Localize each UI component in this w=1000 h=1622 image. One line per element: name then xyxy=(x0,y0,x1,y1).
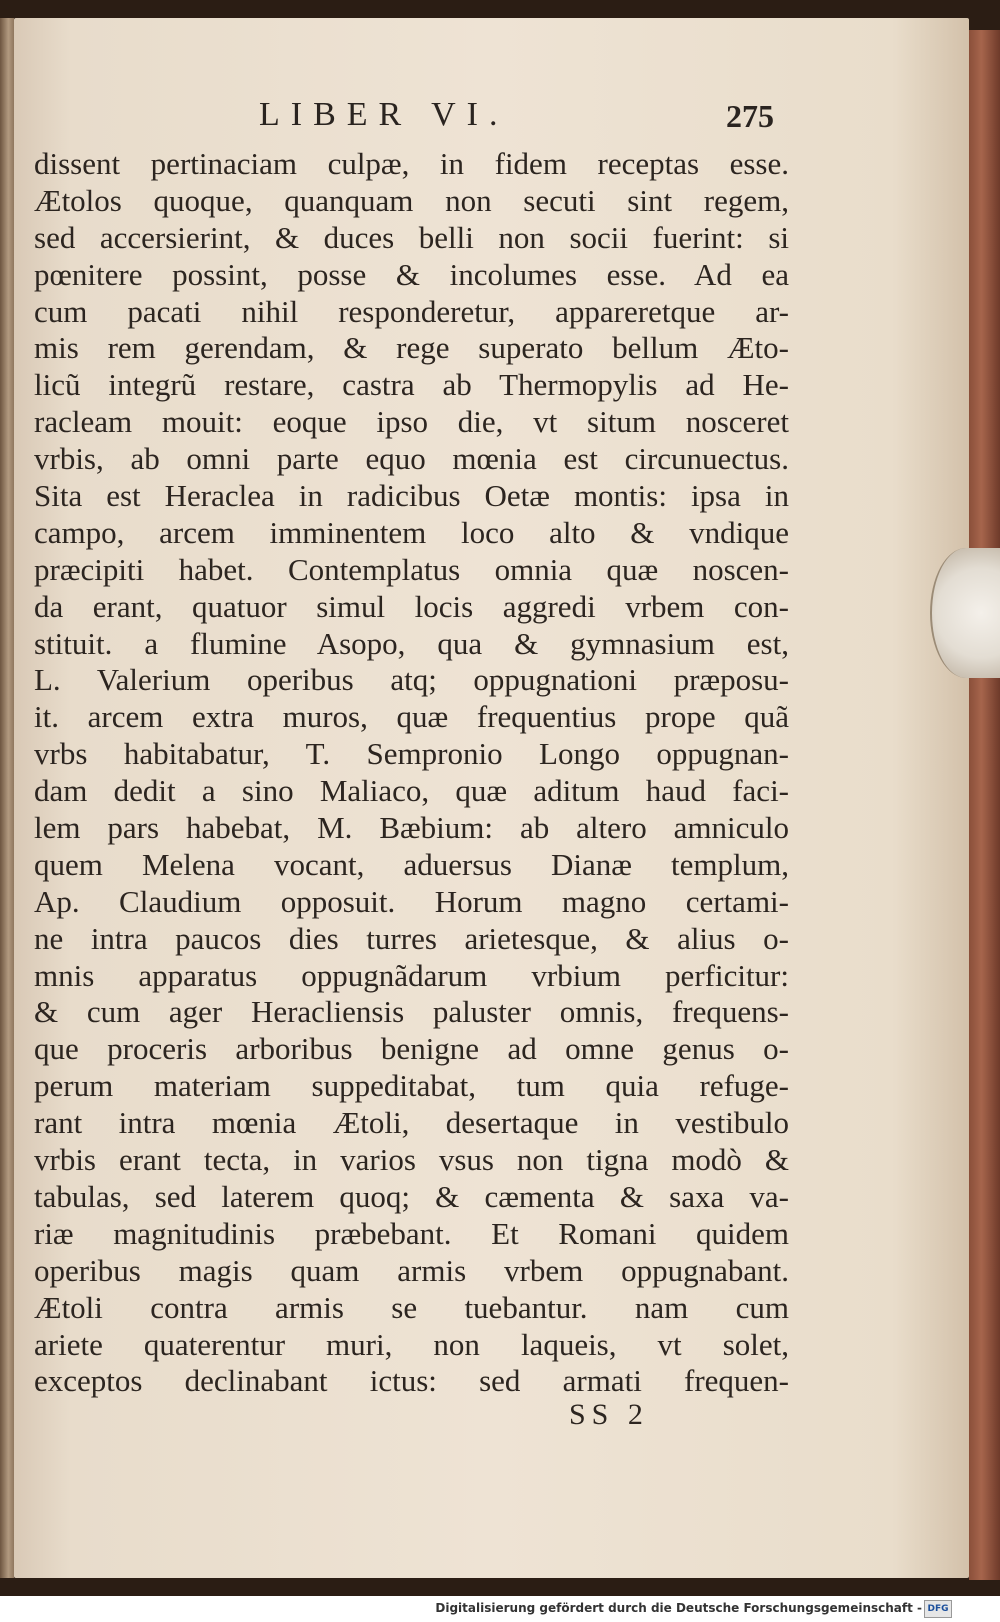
dfg-logo: DFG xyxy=(924,1600,952,1618)
book-cover-edge xyxy=(969,30,1000,1580)
text-line: & cum ager Heracliensis paluster omnis, frequens- xyxy=(34,994,789,1030)
text-line: vrbis erant tecta, in varios vsus non tigna modò & xyxy=(34,1142,789,1178)
signature-mark: SS 2 xyxy=(569,1398,649,1431)
text-line: L. Valerium operibus atq; oppugnationi præposu- xyxy=(34,662,789,698)
text-line: exceptos declinabant ictus: sed armati frequen- xyxy=(34,1363,789,1399)
text-line: Ætolos quoque, quanquam non secuti sint regem, xyxy=(34,182,789,218)
text-line: ariete quaterentur muri, non laqueis, vt solet, xyxy=(34,1326,789,1362)
text-line: vrbis, ab omni parte equo mœnia est circunuectus. xyxy=(34,441,789,477)
text-line: it. arcem extra muros, quæ frequentius prope quã xyxy=(34,699,789,735)
footer-bar xyxy=(0,1596,1000,1622)
book-page xyxy=(14,18,969,1578)
text-line: ne intra paucos dies turres arietesque, & alius o- xyxy=(34,920,789,956)
text-line: quem Melena vocant, aduersus Dianæ templum, xyxy=(34,846,789,882)
text-line: da erant, quatuor simul locis aggredi vrbem con- xyxy=(34,588,789,624)
text-line: dam dedit a sino Maliaco, quæ aditum haud faci- xyxy=(34,773,789,809)
text-line: mis rem gerendam, & rege superato bellum Æto- xyxy=(34,330,789,366)
page-clasp xyxy=(930,548,1000,678)
text-line: campo, arcem imminentem loco alto & vndique xyxy=(34,514,789,550)
text-line: vrbs habitabatur, T. Sempronio Longo oppugnan- xyxy=(34,736,789,772)
text-line: tabulas, sed laterem quoq; & cæmenta & saxa va- xyxy=(34,1178,789,1214)
text-line: licũ integrũ restare, castra ab Thermopylis ad He- xyxy=(34,367,789,403)
text-line: racleam mouit: eoque ipso die, vt situm nosceret xyxy=(34,404,789,440)
body-text xyxy=(34,146,789,1400)
running-head xyxy=(14,96,969,136)
text-line: cum pacati nihil responderetur, appareretque ar- xyxy=(34,293,789,329)
text-line: pœnitere possint, posse & incolumes esse. Ad ea xyxy=(34,256,789,292)
text-line: que proceris arboribus benigne ad omne genus o- xyxy=(34,1031,789,1067)
text-line: sed accersierint, & duces belli non socii fuerint: si xyxy=(34,219,789,255)
text-line: riæ magnitudinis præbebant. Et Romani quidem xyxy=(34,1215,789,1251)
running-title: LIBER VI. xyxy=(259,96,509,133)
footer-credit: Digitalisierung gefördert durch die Deutsche Forschungsgemeinschaft - xyxy=(435,1601,922,1615)
page-edge-left xyxy=(0,18,14,1578)
text-line: præcipiti habet. Contemplatus omnia quæ noscen- xyxy=(34,551,789,587)
text-line: stituit. a flumine Asopo, qua & gymnasium est, xyxy=(34,625,789,661)
text-line: lem pars habebat, M. Bæbium: ab altero amniculo xyxy=(34,810,789,846)
text-line: mnis apparatus oppugnãdarum vrbium perficitur: xyxy=(34,957,789,993)
text-line: operibus magis quam armis vrbem oppugnabant. xyxy=(34,1252,789,1288)
text-line: Ætoli contra armis se tuebantur. nam cum xyxy=(34,1289,789,1325)
text-line: dissent pertinaciam culpæ, in fidem receptas esse. xyxy=(34,146,789,181)
text-line: Sita est Heraclea in radicibus Oetæ montis: ipsa in xyxy=(34,478,789,514)
text-line: rant intra mœnia Ætoli, desertaque in vestibulo xyxy=(34,1105,789,1141)
text-line: perum materiam suppeditabat, tum quia refuge- xyxy=(34,1068,789,1104)
text-line: Ap. Claudium opposuit. Horum magno certami- xyxy=(34,883,789,919)
page-number: 275 xyxy=(726,98,774,134)
